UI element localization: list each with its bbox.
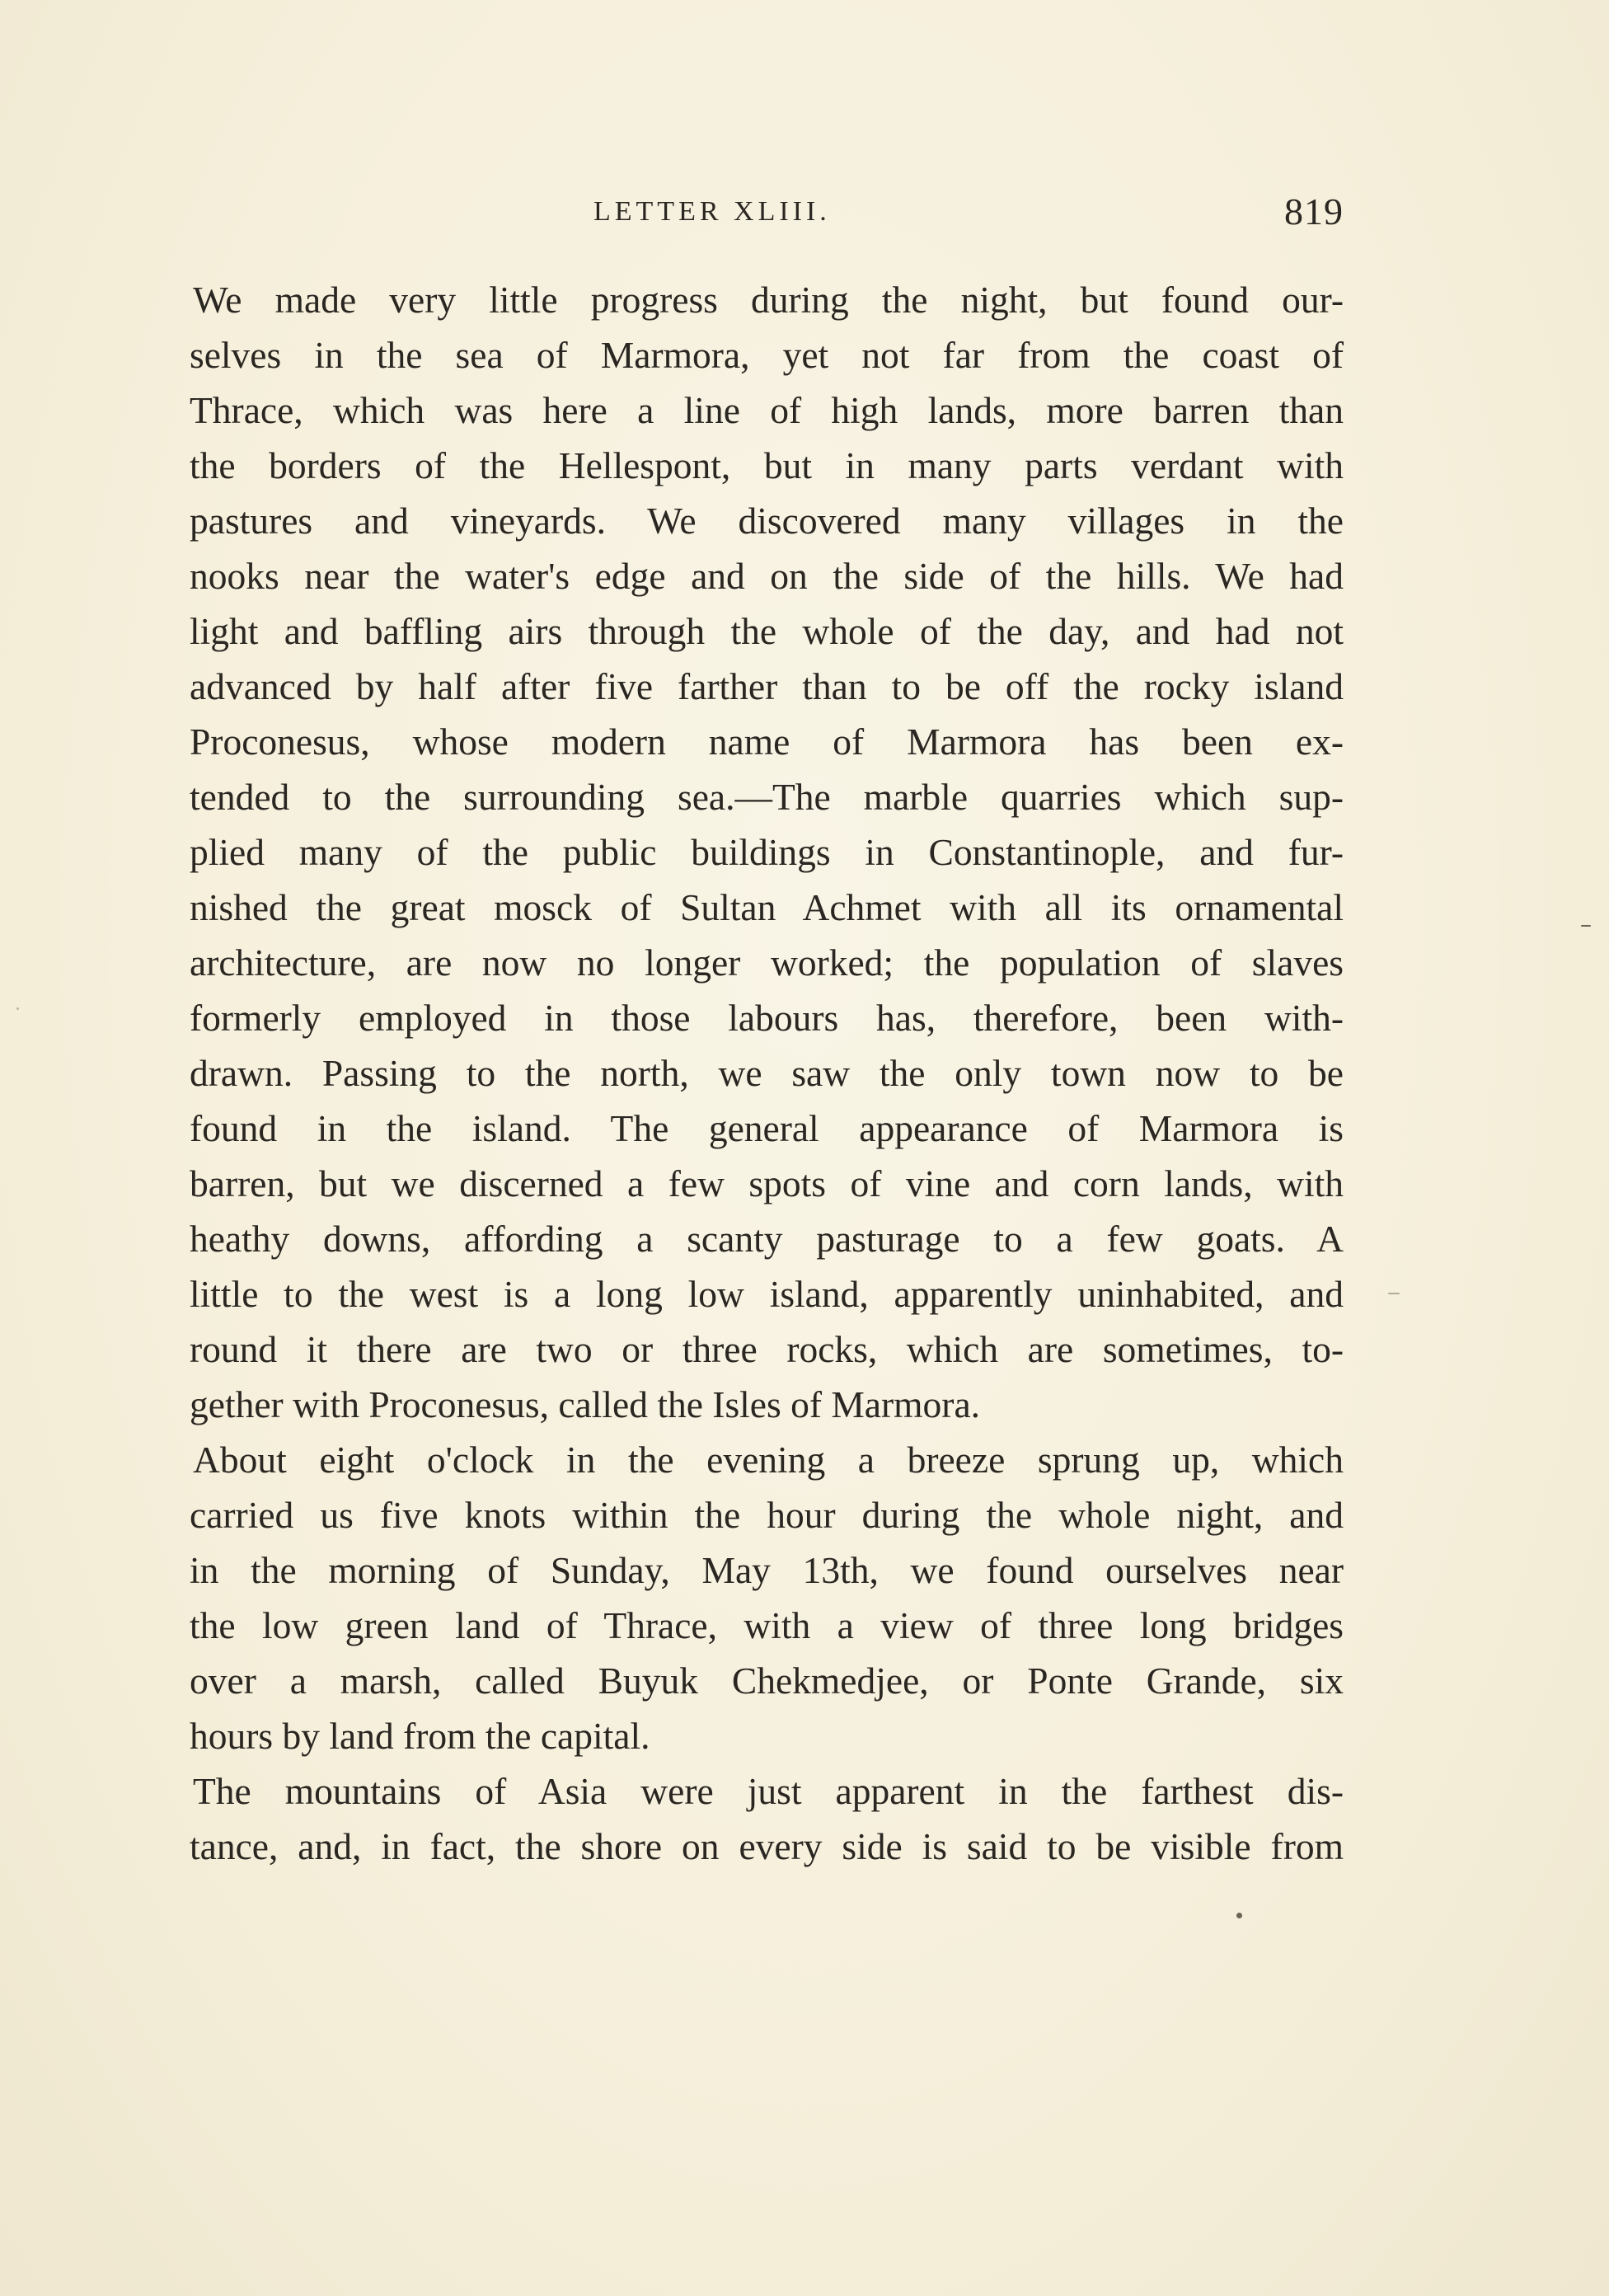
text-line: formerly employed in those labours has, therefore, been with- [190, 997, 1344, 1039]
text-line: drawn. Passing to the north, we saw the only town now to be [190, 1052, 1344, 1094]
text-line: the low green land of Thrace, with a view of three long bridges [190, 1604, 1344, 1646]
text-line: tended to the surrounding sea.—The marble quarries which sup- [190, 776, 1344, 818]
text-line: gether with Proconesus, called the Isles of Marmora. [190, 1383, 981, 1425]
body-text [190, 272, 1344, 1874]
paragraph-3 [190, 1763, 1344, 1874]
text-line: hours by land from the capital. [190, 1715, 650, 1757]
paper-speck [16, 1007, 19, 1010]
text-line: light and baffling airs through the whole of the day, and had not [190, 610, 1344, 652]
text-line: nished the great mosck of Sultan Achmet with all its ornamental [190, 886, 1344, 928]
text-line: advanced by half after five farther than to be off the rocky island [190, 665, 1344, 707]
text-line: About eight o'clock in the evening a breeze sprung up, which [193, 1439, 1344, 1481]
text-line: little to the west is a long low island, apparently uninhabited, and [190, 1273, 1344, 1315]
text-line: round it there are two or three rocks, which are sometimes, to- [190, 1328, 1344, 1370]
text-line: selves in the sea of Marmora, yet not far from the coast of [190, 334, 1344, 376]
text-line: pastures and vineyards. We discovered many villages in the [190, 500, 1344, 542]
text-line: barren, but we discerned a few spots of vine and corn lands, with [190, 1162, 1344, 1204]
text-line: nooks near the water's edge and on the side of the hills. We had [190, 555, 1344, 597]
text-line: architecture, are now no longer worked; the population of slaves [190, 941, 1344, 984]
paper-speck [1236, 1913, 1242, 1918]
text-line: the borders of the Hellespont, but in many parts verdant with [190, 444, 1344, 486]
text-line: The mountains of Asia were just apparent in the farthest dis- [193, 1770, 1344, 1812]
text-line: tance, and, in fact, the shore on every side is said to be visible from [190, 1825, 1344, 1867]
page-number: 819 [1284, 190, 1344, 232]
running-title: LETTER XLIII. [593, 196, 831, 227]
text-line: Thrace, which was here a line of high lands, more barren than [190, 389, 1344, 431]
text-line: We made very little progress during the night, but found our- [193, 279, 1344, 321]
paper-speck [1581, 925, 1591, 927]
text-line: found in the island. The general appearance of Marmora is [190, 1107, 1344, 1149]
text-line: in the morning of Sunday, May 13th, we found ourselves near [190, 1549, 1344, 1591]
running-head [190, 190, 1344, 239]
text-line: over a marsh, called Buyuk Chekmedjee, or Ponte Grande, six [190, 1660, 1344, 1702]
paragraph-1 [190, 272, 1344, 1432]
paragraph-2 [190, 1432, 1344, 1763]
paper-speck [1388, 1293, 1400, 1294]
text-line: plied many of the public buildings in Constantinople, and fur- [190, 831, 1344, 873]
text-line: Proconesus, whose modern name of Marmora has been ex- [190, 721, 1344, 763]
text-line: carried us five knots within the hour during the whole night, and [190, 1494, 1344, 1536]
text-line: heathy downs, affording a scanty pasturage to a few goats. A [190, 1218, 1344, 1260]
